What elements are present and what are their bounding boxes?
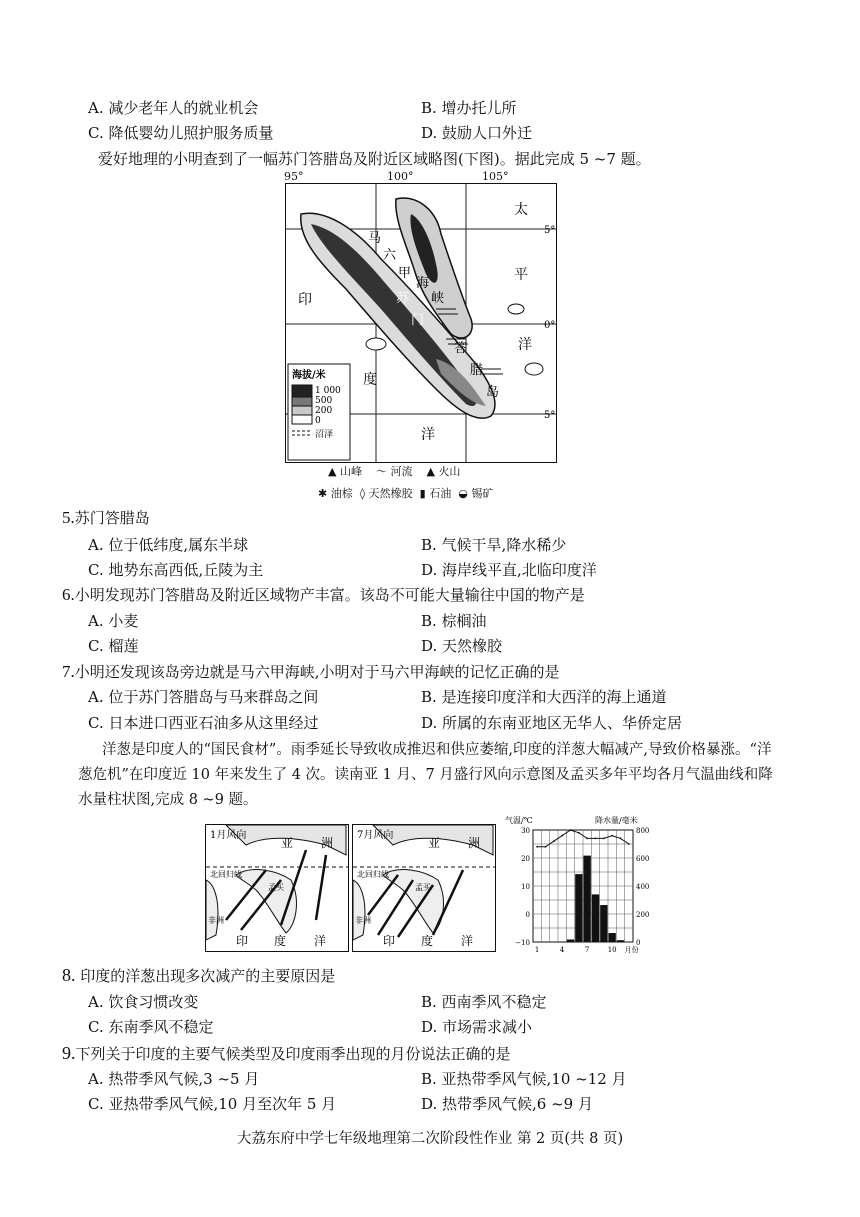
left-axis-title: 气温/℃ (505, 816, 533, 825)
temperature-point (536, 846, 538, 848)
indian-label-2: 度 (363, 372, 377, 388)
right-tick-label: 800 (636, 827, 650, 835)
strait-label-5: 峡 (431, 291, 445, 306)
q7-option-d: D. 所属的东南亚地区无华人、华侨定居 (421, 714, 683, 732)
q8-option-a: A. 饮食习惯改变 (88, 993, 199, 1011)
lon-label-100: 100° (387, 170, 414, 183)
jan-ocean-1: 印 (236, 934, 249, 948)
q5-option-c: C. 地势东高西低,丘陵为主 (88, 561, 264, 579)
wind-map-january (205, 824, 349, 952)
left-tick-label: 10 (521, 883, 530, 891)
q7-option-c: C. 日本进口西亚石油多从这里经过 (88, 714, 319, 732)
precip-bar (609, 933, 616, 942)
legend-title: 海拔/米 (292, 370, 326, 381)
climate-chart (505, 814, 660, 956)
sumatra-map (285, 183, 557, 463)
wind-map-july (352, 824, 496, 952)
jul-asia-1: 亚 (428, 836, 441, 850)
pacific-label-2: 平 (514, 267, 528, 283)
q6-option-c: C. 榴莲 (88, 637, 139, 655)
intro-8-9: 洋葱是印度人的“国民食材”。雨季延长导致收成推迟和供应萎缩,印度的洋葱大幅减产,导致价格暴涨。“洋葱危机”在印度近 10 年来发生了 4 次。读南亚 1 月、7 月盛行风向示意图及孟买多年平均各月气温曲线和降水量柱状图,完成 8 ~9 题。 (78, 742, 773, 808)
q9-option-a: A. 热带季风气候,3 ~5 月 (88, 1070, 260, 1088)
jan-tropic: 北回归线 (210, 870, 242, 879)
x-tick-label: 10 (607, 946, 617, 954)
peak-icon: ▲ (328, 465, 337, 478)
chart-grid (533, 830, 633, 942)
jan-ocean-3: 洋 (314, 934, 327, 948)
q7-stem: 7.小明还发现该岛旁边就是马六甲海峡,小明对于马六甲海峡的记忆正确的是 (62, 662, 560, 681)
island-label-3: 答 (454, 341, 468, 356)
oil-palm-icon: ✱ (318, 487, 328, 500)
temperature-point (620, 838, 622, 840)
river-icon: 〜 (375, 465, 387, 478)
jan-ocean-2: 度 (274, 934, 287, 948)
volcano-icon: ▲ (426, 465, 435, 478)
left-tick-label: 20 (521, 855, 530, 863)
lon-label-95: 95° (284, 170, 304, 183)
left-tick-label: −10 (515, 939, 530, 947)
jan-africa: 非洲 (208, 916, 224, 925)
strait-label-2: 六 (383, 248, 397, 263)
island-label-1: 苏 (396, 291, 410, 306)
island-label-4: 腊 (470, 363, 484, 378)
right-tick-label: 600 (636, 855, 650, 863)
lat-label-mid: 0° (544, 320, 556, 331)
lon-label-105: 105° (482, 170, 509, 183)
pacific-label-3: 洋 (518, 337, 532, 353)
jul-ocean-1: 印 (383, 934, 396, 948)
precip-bar (567, 939, 574, 942)
q5-option-d: D. 海岸线平直,北临印度洋 (421, 561, 597, 579)
map-symbols-row2: ✱ 油棕 ◊ 天然橡胶 ▮ 石油 ◒ 锡矿 (318, 487, 494, 500)
q6-option-a: A. 小麦 (88, 612, 139, 630)
q8-stem: 8. 印度的洋葱出现多次减产的主要原因是 (62, 965, 336, 985)
q4-option-c: C. 降低婴幼儿照护服务质量 (88, 124, 274, 142)
indian-label-3: 洋 (421, 427, 435, 443)
q5-option-b: B. 气候干旱,降水稀少 (421, 536, 567, 554)
q5-option-a: A. 位于低纬度,属东半球 (88, 536, 249, 554)
jan-title: 1月风向 (210, 830, 247, 841)
x-tick-label: 1 (534, 946, 540, 954)
jul-africa: 非洲 (355, 916, 371, 925)
q8-option-b: B. 西南季风不稳定 (421, 993, 547, 1011)
jul-tropic: 北回归线 (357, 870, 389, 879)
q6-option-b: B. 棕榈油 (421, 612, 487, 630)
oil-icon: ▮ (419, 487, 426, 500)
sumatra-map-svg (286, 184, 556, 462)
temperature-point (611, 835, 613, 837)
left-tick-label: 0 (525, 911, 530, 919)
page-footer: 大荔东府中学七年级地理第二次阶段性作业 第 2 页(共 8 页) (236, 1131, 624, 1147)
precip-bar (592, 894, 599, 942)
x-axis-unit: 月份 (624, 946, 639, 954)
lat-label-bottom: 5° (544, 410, 556, 421)
jul-asia-2: 洲 (468, 836, 481, 850)
q9-option-b: B. 亚热带季风气候,10 ~12 月 (421, 1070, 627, 1088)
x-tick-label: 7 (584, 946, 590, 954)
temperature-point (545, 846, 547, 848)
indian-label-1: 印 (298, 292, 312, 308)
x-tick-label: 4 (559, 946, 565, 954)
temperature-point (628, 843, 630, 845)
q9-option-c: C. 亚热带季风气候,10 月至次年 5 月 (88, 1095, 337, 1113)
temperature-point (578, 832, 580, 834)
jul-mumbai: 孟买 (415, 883, 431, 892)
q6-stem: 6.小明发现苏门答腊岛及附近区域物产丰富。该岛不可能大量输往中国的物产是 (62, 585, 585, 604)
right-tick-label: 400 (636, 883, 650, 891)
pacific-label-1: 太 (514, 202, 528, 218)
strait-label-1: 马 (368, 231, 382, 246)
legend-value-200: 200 (315, 406, 333, 416)
jul-title: 7月风向 (357, 830, 394, 841)
island-label-2: 门 (411, 313, 425, 328)
jul-ocean-2: 度 (421, 934, 434, 948)
q4-option-d: D. 鼓励人口外迁 (421, 124, 533, 142)
q6-option-d: D. 天然橡胶 (421, 637, 503, 655)
jan-mumbai: 孟买 (268, 883, 284, 892)
q7-option-a: A. 位于苏门答腊岛与马来群岛之间 (88, 688, 319, 706)
temperature-point (603, 838, 605, 840)
precip-bar (575, 874, 582, 942)
jan-asia-2: 洲 (321, 836, 334, 850)
q9-stem: 9.下列关于印度的主要气候类型及印度雨季出现的月份说法正确的是 (62, 1043, 511, 1063)
temperature-point (586, 838, 588, 840)
temperature-point (570, 829, 572, 831)
q4-option-a: A. 减少老年人的就业机会 (88, 99, 259, 117)
precip-bar (617, 940, 624, 942)
right-axis-title: 降水量/毫米 (595, 816, 638, 825)
elevation-legend (288, 364, 350, 460)
precip-bar (584, 856, 591, 942)
map-symbols-row1: ▲ 山峰 〜 河流 ▲ 火山 (328, 465, 461, 478)
strait-label-3: 甲 (398, 266, 412, 281)
legend-swamp: 沼泽 (315, 430, 334, 440)
q8-option-d: D. 市场需求减小 (421, 1018, 533, 1036)
lat-label-top: 5° (544, 225, 556, 236)
strait-label-4: 海 (416, 276, 430, 291)
legend-value-1000: 1 000 (315, 386, 341, 396)
jul-ocean-3: 洋 (461, 934, 474, 948)
right-tick-label: 0 (636, 939, 641, 947)
q5-stem: 5.苏门答腊岛 (62, 508, 150, 527)
right-tick-label: 200 (636, 911, 650, 919)
left-tick-label: 30 (521, 827, 530, 835)
q9-option-d: D. 热带季风气候,6 ~9 月 (421, 1095, 593, 1113)
temperature-point (561, 835, 563, 837)
temperature-point (595, 838, 597, 840)
jan-asia-1: 亚 (281, 836, 294, 850)
legend-value-500: 500 (315, 396, 333, 406)
legend-value-0: 0 (315, 416, 321, 426)
precip-bar (600, 905, 607, 942)
temperature-point (553, 840, 555, 842)
tin-icon: ◒ (458, 487, 468, 500)
q4-option-b: B. 增办托儿所 (421, 99, 517, 117)
q7-option-b: B. 是连接印度洋和大西洋的海上通道 (421, 688, 667, 706)
island-label-5: 岛 (486, 385, 500, 400)
q8-option-c: C. 东南季风不稳定 (88, 1018, 214, 1036)
intro-5-7: 爱好地理的小明查到了一幅苏门答腊岛及附近区域略图(下图)。据此完成 5 ~7 题。 (98, 150, 651, 168)
rubber-icon: ◊ (359, 487, 366, 500)
